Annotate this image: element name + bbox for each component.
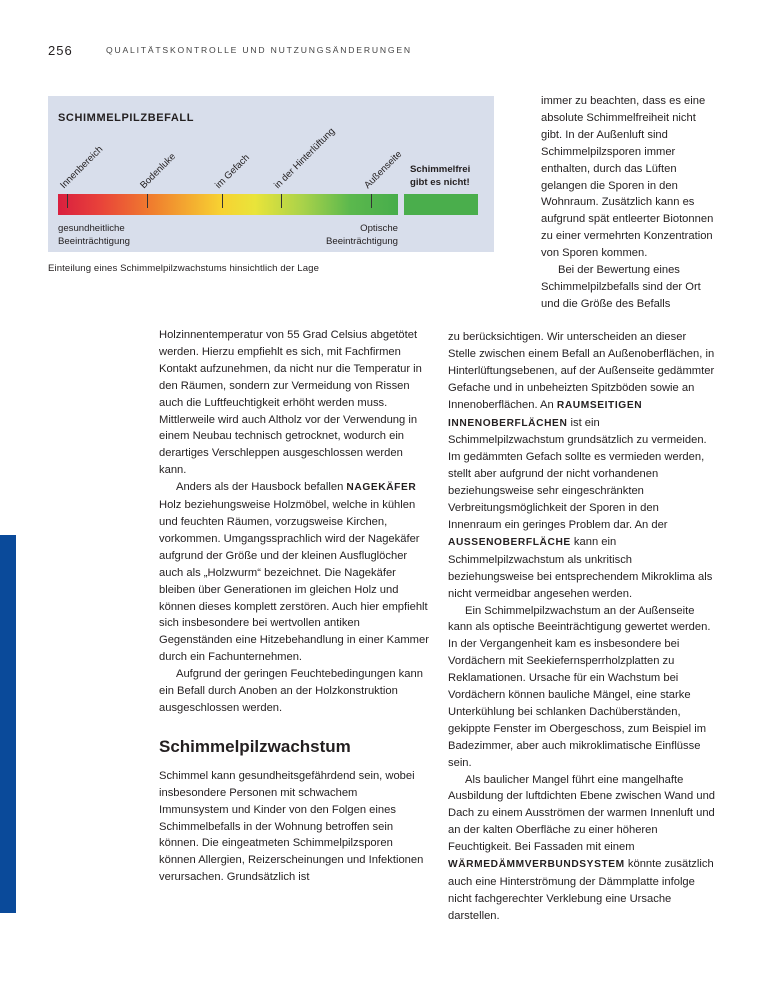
paragraph: Bei der Bewertung eines Schimmelpilzbefalls sind der Ort und die Größe des Befalls bbox=[541, 264, 701, 310]
health-impairment-label bbox=[58, 222, 130, 248]
paragraph: Schimmel kann gesundheitsgefährdend sein, wobei insbesondere Personen mit schwachem Immunsystem und Kinder von den Folgen eines Schimmelbefalls in der Wohnung betroffen sein können. Die eingeatmeten Schimmelpilzsporen können Allergien, Reizerscheinungen und Infektionen verursachen. Grundsätzlich ist bbox=[159, 769, 424, 884]
text-column-left bbox=[159, 327, 429, 886]
running-title: QUALITÄTSKONTROLLE UND NUTZUNGSÄNDERUNGEN bbox=[106, 45, 412, 55]
page-header bbox=[48, 43, 728, 59]
keyword-nagekaefer: NAGEKÄFER bbox=[346, 482, 417, 494]
keyword-aussenoberflaeche: AUSSENOBERFLÄCHE bbox=[448, 536, 571, 548]
keyword-waermedaemmverbundsystem: WÄRMEDÄMMVERBUNDSYSTEM bbox=[448, 859, 625, 871]
mold-free-label bbox=[410, 163, 470, 189]
zone-label-aussenseite: Außenseite bbox=[362, 148, 405, 191]
mold-free-label-line2: gibt es nicht! bbox=[410, 177, 470, 188]
tick-hinterlueftung bbox=[281, 194, 282, 208]
tick-gefach bbox=[222, 194, 223, 208]
side-color-bar bbox=[0, 535, 16, 913]
tick-aussenseite bbox=[371, 194, 372, 208]
text-run: Anders als der Hausbock befallen bbox=[176, 481, 347, 494]
mold-infestation-figure bbox=[48, 96, 494, 252]
health-impairment-line2: Beeinträchtigung bbox=[58, 236, 131, 247]
text-run: zu berücksichtigen. Wir unterscheiden an dieser Stelle zwischen einem Befall an Außenoberflächen, in Hinterlüftungsebenen, auf der Außenseite gedämmter Gefache und in unbeheizten Spitzböden sowie an Innenoberflächen. An bbox=[448, 331, 715, 411]
text-run: kann ein Schimmelpilzwachstum als unkritisch beziehungsweise bei entsprechendem Mikroklima als nicht vermeidbar angesehen werden. bbox=[448, 535, 713, 600]
mold-gradient-bar bbox=[58, 194, 398, 215]
keyword-innenoberflaechen: RAUMSEITIGEN INNENOBERFLÄCHEN bbox=[448, 399, 643, 429]
zone-label-gefach: im Gefach bbox=[213, 152, 252, 191]
figure-caption: Einteilung eines Schimmelpilzwachstums hinsichtlich der Lage bbox=[48, 263, 320, 274]
optical-impairment-line2: Beeinträchtigung bbox=[325, 236, 398, 247]
zone-label-hinterlueftung: in der Hinterlüftung bbox=[272, 125, 338, 191]
page-number: 256 bbox=[48, 43, 73, 58]
section-heading: Schimmelpilzwachstum bbox=[159, 736, 351, 756]
paragraph: Ein Schimmelpilzwachstum an der Außenseite kann als optische Beeinträchtigung gewertet werden. In der Vergangenheit kam es insbesondere bei Vordächern mit Seekiefernsperrholzplatten zu Reklamationen. Ursache für ein Wachstum bei Vordächern können bauliche Mängel, eine starke Unterkühlung bei schlanken Dachüberständen, gekippte Fenster im Obergeschoss, zum Beispiel im Badezimmer, aber auch mikroklimatische Einflüsse sein. bbox=[448, 604, 711, 769]
paragraph: Holzinnentemperatur von 55 Grad Celsius abgetötet werden. Hierzu empfiehlt es sich, mit Fachfirmen Kontakt aufzunehmen, da nicht nur die Temperatur in den Räumen, sondern zur Vermeidung von Rissen auch die Luftfeuchtigkeit erhöht werden muss. Mittlerweile wird auch Altholz vor der Verwendung in einem Neubau technisch getrocknet, wodurch ein derartiges Verschleppen ausgeschlossen werden kann. bbox=[159, 329, 422, 477]
text-run: Holz beziehungsweise Holzmöbel, welche in kühlen und feuchten Räumen, vorzugsweise Kirchen, vorkommen. Umgangssprachlich wird der Nagekäfer aufgrund der Größe und der kleinen Ausfluglöcher auch als „Holzwurm“ bezeichnet. Die Nagekäfer bleiben über Generationen im gleichen Holz und können dieses komplett zerstören. Auch hier empfiehlt sich insbesondere bei wertvollen antiken Gegenständen eine Hitzebehandlung in einer Kammer durch ein Fachunternehmen. bbox=[159, 499, 429, 664]
text-run: ist ein Schimmelpilzwachstum grundsätzlich zu vermeiden. Im gedämmten Gefach sollte es vermieden werden, stellt aber aufgrund der nicht vorhandenen beziehungsweise sehr eingeschränkten Verbreitungsmöglichkeit der Sporen in den Innenraum ein geringes Problem dar. An der bbox=[448, 416, 707, 531]
zone-label-innenbereich: Innenbereich bbox=[58, 143, 106, 191]
text-run: Als baulicher Mangel führt eine mangelhafte Ausbildung der luftdichten Ebene zwischen Wand und Dach zu einem Ausströmen der warmen Innenluft und an der kalten Oberfläche zu einer höheren Feuchtigkeit. Bei Fassaden mit einem bbox=[448, 773, 716, 854]
zone-label-bodenluke: Bodenluke bbox=[138, 151, 179, 191]
figure-title: SCHIMMELPILZBEFALL bbox=[58, 112, 195, 124]
mold-free-label-line1: Schimmelfrei bbox=[410, 164, 471, 175]
paragraph bbox=[448, 772, 715, 925]
text-run: könnte zusätzlich auch eine Hinterströmung der Dämmplatte infolge nicht fachgerechter Verklebung eine Ursache darstellen. bbox=[448, 858, 714, 922]
text-column-right bbox=[448, 329, 715, 925]
mold-free-box bbox=[404, 194, 478, 215]
optical-impairment-label bbox=[288, 222, 398, 248]
text-column-right-top bbox=[541, 93, 715, 313]
health-impairment-line1: gesundheitliche bbox=[58, 223, 125, 234]
paragraph: Aufgrund der geringen Feuchtebedingungen kann ein Befall durch Anoben an der Holzkonstruktion ausgeschlossen werden. bbox=[159, 668, 423, 714]
paragraph: immer zu beachten, dass es eine absolute Schimmelfreiheit nicht gibt. In der Außenluft sind Schimmelpilzsporen immer enthalten, durch das Lüften gelangen die Sporen in den Wohnraum. Zusätzlich kann es aufgrund spät entleerter Biotonnen zu einer vermehrten Konzentration von Sporen kommen. bbox=[541, 95, 714, 260]
tick-bodenluke bbox=[147, 194, 148, 208]
tick-innenbereich bbox=[67, 194, 68, 208]
optical-impairment-line1: Optische bbox=[360, 223, 398, 234]
paragraph bbox=[159, 479, 429, 666]
paragraph bbox=[448, 329, 715, 603]
